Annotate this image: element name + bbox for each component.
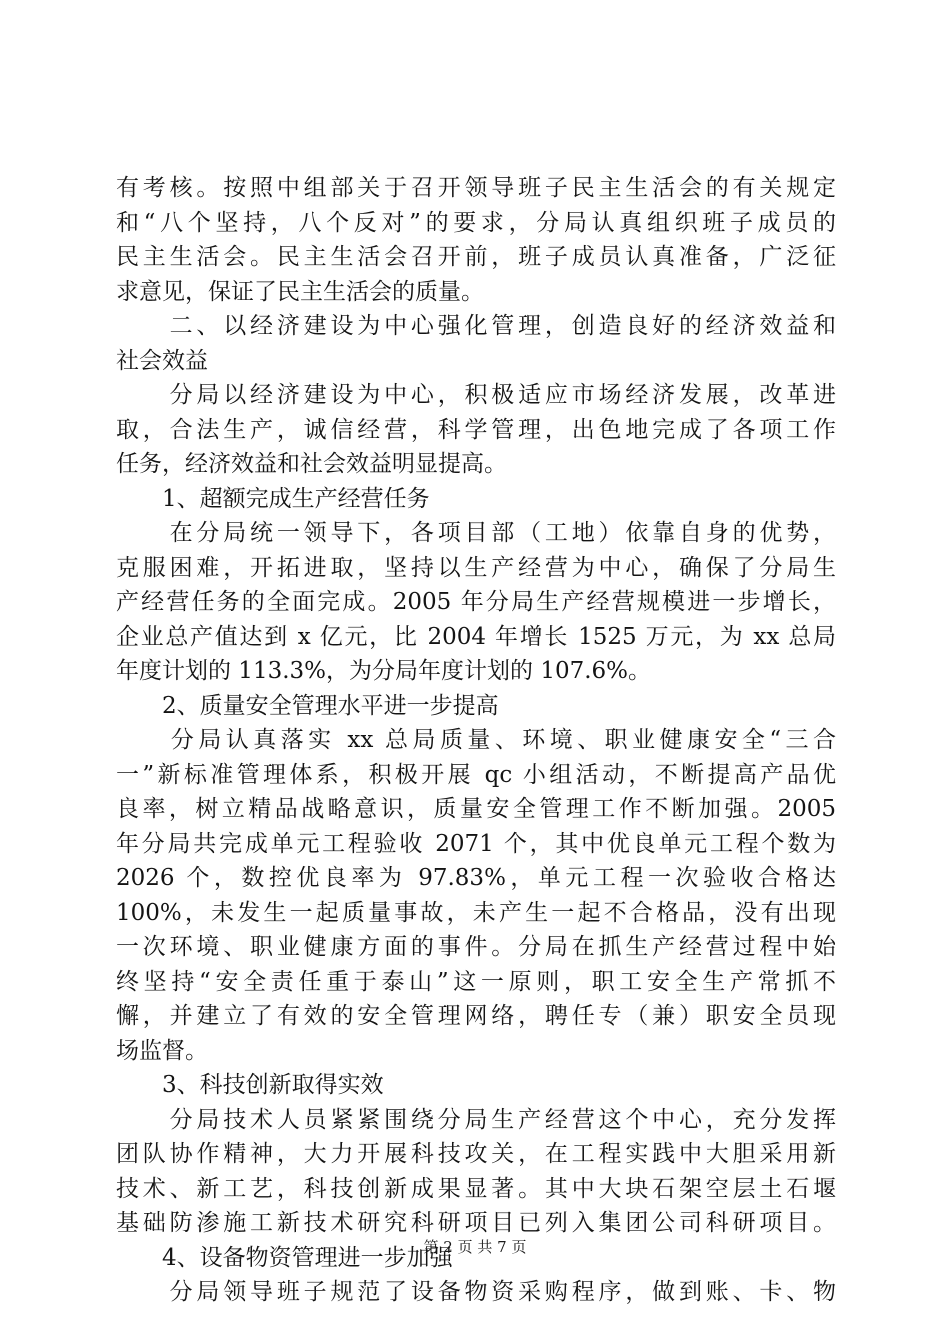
text-line: 分局技术人员紧紧围绕分局生产经营这个中心，充分发挥 [116,1106,836,1133]
text-line: 有考核。按照中组部关于召开领导班子民主生活会的有关规定 [116,175,836,201]
text-line: 团队协作精神，大力开展科技攻关，在工程实践中大胆采用新 [116,1141,836,1167]
text-line: 1、超额完成生产经营任务 [116,485,430,512]
text-line: 4、设备物资管理进一步加强 [116,1244,453,1271]
page-footer: 第 2 页 共 7 页 [423,1238,527,1256]
text-line: 3、科技创新取得实效 [116,1072,384,1098]
text-line: 终坚持“安全责任重于泰山”这一原则，职工安全生产常抓不 [116,968,836,995]
text-line: 一”新标准管理体系，积极开展 qc 小组活动，不断提高产品优 [116,761,836,788]
text-line: 民主生活会。民主生活会召开前，班子成员认真准备，广泛征 [116,244,836,270]
text-line: 良率，树立精品战略意识，质量安全管理工作不断加强。2005 [116,796,836,822]
text-line: 社会效益 [116,347,208,374]
text-line: 年度计划的 113.3%，为分局年度计划的 107.6%。 [116,658,652,684]
text-line: 分局以经济建设为中心，积极适应市场经济发展，改革进 [116,382,836,408]
text-line: 求意见，保证了民主生活会的质量。 [116,278,484,305]
text-line: 场监督。 [116,1037,208,1064]
text-line: 取，合法生产，诚信经营，科学管理，出色地完成了各项工作 [116,416,836,443]
text-line: 二、以经济建设为中心强化管理，创造良好的经济效益和 [116,313,836,339]
text-line: 懈，并建立了有效的安全管理网络，聘任专（兼）职安全员现 [116,1003,836,1029]
document-body [116,171,836,1310]
text-line: 分局领导班子规范了设备物资采购程序，做到账、卡、物 [116,1279,836,1305]
text-line: 100%，未发生一起质量事故，未产生一起不合格品，没有出现 [116,899,836,926]
text-line: 分局认真落实 xx 总局质量、环境、职业健康安全“三合 [116,727,836,753]
text-line: 基础防渗施工新技术研究科研项目已列入集团公司科研项目。 [116,1210,836,1236]
text-line: 一次环境、职业健康方面的事件。分局在抓生产经营过程中始 [116,934,836,960]
text-line: 2、质量安全管理水平进一步提高 [116,692,499,719]
text-line: 任务，经济效益和社会效益明显提高。 [116,451,507,477]
text-line: 年分局共完成单元工程验收 2071 个，其中优良单元工程个数为 [116,830,836,857]
text-line: 和“八个坚持，八个反对”的要求，分局认真组织班子成员的 [116,209,836,236]
text-line: 技术、新工艺，科技创新成果显著。其中大块石架空层土石堰 [116,1175,836,1202]
text-line: 在分局统一领导下，各项目部（工地）依靠自身的优势， [116,520,836,546]
text-line: 企业总产值达到 x 亿元，比 2004 年增长 1525 万元，为 xx 总局 [116,623,836,650]
text-line: 产经营任务的全面完成。2005 年分局生产经营规模进一步增长， [116,589,836,615]
text-line: 2026 个，数控优良率为 97.83%，单元工程一次验收合格达 [116,865,836,891]
text-line: 克服困难，开拓进取，坚持以生产经营为中心，确保了分局生 [116,554,836,581]
